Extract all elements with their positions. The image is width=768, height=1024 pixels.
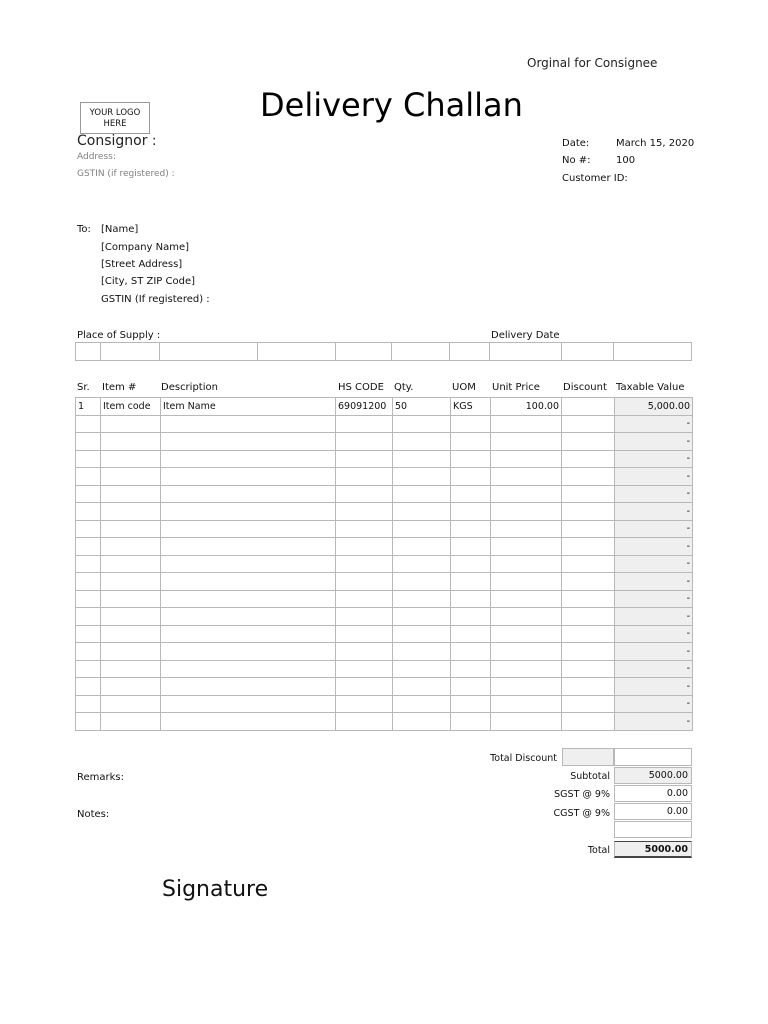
cell-discount[interactable]: [562, 590, 615, 608]
total-discount-value: [562, 748, 614, 766]
cell-item-code[interactable]: [101, 538, 161, 556]
cell-sr[interactable]: [76, 678, 101, 696]
cell-qty[interactable]: [393, 433, 451, 451]
cell-description[interactable]: [161, 485, 336, 503]
cell-hs-code[interactable]: [336, 555, 393, 573]
cell-taxable-value[interactable]: -: [615, 485, 693, 503]
cell-item-code[interactable]: [101, 625, 161, 643]
cell-qty[interactable]: [393, 625, 451, 643]
cell-sr[interactable]: 1: [76, 398, 101, 416]
table-row: [76, 433, 693, 451]
cell-unit-price[interactable]: [491, 538, 562, 556]
table-row: [76, 485, 693, 503]
subtotal-value: 5000.00: [614, 767, 692, 784]
col-header-hs-code: HS CODE: [338, 382, 384, 393]
table-row: [76, 520, 693, 538]
cell-taxable-value[interactable]: -: [615, 573, 693, 591]
cell-uom[interactable]: [451, 625, 491, 643]
cell-sr[interactable]: [76, 713, 101, 731]
copy-label: Orginal for Consignee: [527, 56, 658, 70]
cell-sr[interactable]: [76, 468, 101, 486]
cell-uom[interactable]: [451, 678, 491, 696]
cell-hs-code[interactable]: [336, 485, 393, 503]
supply-table: [75, 342, 692, 361]
to-gstin: GSTIN (If registered) :: [101, 294, 210, 305]
cell-unit-price[interactable]: [491, 468, 562, 486]
cell-uom[interactable]: [451, 608, 491, 626]
cell-unit-price[interactable]: [491, 713, 562, 731]
to-company: [Company Name]: [101, 242, 190, 253]
cell-item-code[interactable]: [101, 468, 161, 486]
cell-description[interactable]: [161, 468, 336, 486]
consignor-heading: Consignor :: [77, 133, 157, 149]
total-value: 5000.00: [614, 841, 692, 858]
cell-description[interactable]: [161, 433, 336, 451]
cell-discount[interactable]: [562, 415, 615, 433]
cell-description[interactable]: [161, 713, 336, 731]
number-label: No #:: [562, 155, 591, 166]
cell-uom[interactable]: [451, 468, 491, 486]
cell-unit-price[interactable]: [491, 450, 562, 468]
cell-discount[interactable]: [562, 503, 615, 521]
col-header-qty: Qty.: [394, 382, 414, 393]
cell-unit-price[interactable]: [491, 573, 562, 591]
cell-uom[interactable]: [451, 433, 491, 451]
cell-sr[interactable]: [76, 485, 101, 503]
cell-discount[interactable]: [562, 713, 615, 731]
cell-item-code[interactable]: Item code: [101, 398, 161, 416]
cell-discount[interactable]: [562, 450, 615, 468]
col-header-taxable-value: Taxable Value: [616, 382, 685, 393]
logo-placeholder: YOUR LOGO HERE: [80, 102, 150, 134]
cell-taxable-value[interactable]: -: [615, 695, 693, 713]
cell-unit-price[interactable]: [491, 503, 562, 521]
cell-discount[interactable]: [562, 643, 615, 661]
table-row: [76, 538, 693, 556]
blank-summary-cell: [614, 821, 692, 838]
cell-taxable-value[interactable]: -: [615, 538, 693, 556]
cell-uom[interactable]: [451, 520, 491, 538]
cell-unit-price[interactable]: [491, 485, 562, 503]
table-row: [76, 555, 693, 573]
cell-hs-code[interactable]: [336, 433, 393, 451]
date-label: Date:: [562, 138, 590, 149]
table-row: [76, 713, 693, 731]
cell-unit-price[interactable]: 100.00: [491, 398, 562, 416]
cell-hs-code[interactable]: [336, 415, 393, 433]
cgst-label: CGST @ 9%: [553, 808, 610, 819]
cell-item-code[interactable]: [101, 713, 161, 731]
cell-taxable-value[interactable]: -: [615, 520, 693, 538]
cell-hs-code[interactable]: [336, 643, 393, 661]
cell-item-code[interactable]: [101, 503, 161, 521]
cell-discount[interactable]: [562, 555, 615, 573]
cell-taxable-value[interactable]: -: [615, 608, 693, 626]
cell-hs-code[interactable]: [336, 660, 393, 678]
cell-qty[interactable]: [393, 415, 451, 433]
cell-item-code[interactable]: [101, 573, 161, 591]
cell-item-code[interactable]: [101, 643, 161, 661]
cell-discount[interactable]: [562, 398, 615, 416]
cell-hs-code[interactable]: [336, 695, 393, 713]
total-discount-label: Total Discount: [490, 753, 557, 764]
cell-qty[interactable]: [393, 713, 451, 731]
cell-discount[interactable]: [562, 608, 615, 626]
cell-sr[interactable]: [76, 643, 101, 661]
cell-item-code[interactable]: [101, 678, 161, 696]
cell-description[interactable]: [161, 643, 336, 661]
cell-discount[interactable]: [562, 468, 615, 486]
supply-cell[interactable]: [257, 343, 335, 361]
cell-hs-code[interactable]: 69091200: [336, 398, 393, 416]
number-value: 100: [616, 155, 636, 166]
col-header-item: Item #: [102, 382, 137, 393]
consignor-address-label: Address:: [77, 152, 116, 162]
cell-taxable-value[interactable]: -: [615, 503, 693, 521]
cell-hs-code[interactable]: [336, 590, 393, 608]
cell-description[interactable]: Item Name: [161, 398, 336, 416]
cell-item-code[interactable]: [101, 520, 161, 538]
cell-discount[interactable]: [562, 485, 615, 503]
cell-sr[interactable]: [76, 555, 101, 573]
delivery-date-label: Delivery Date: [491, 330, 560, 341]
signature-label: Signature: [162, 877, 269, 902]
table-row: [76, 503, 693, 521]
cell-description[interactable]: [161, 573, 336, 591]
cell-sr[interactable]: [76, 660, 101, 678]
remarks-label: Remarks:: [77, 772, 125, 783]
cell-qty[interactable]: [393, 573, 451, 591]
supply-cell[interactable]: [562, 343, 614, 361]
cell-item-code[interactable]: [101, 415, 161, 433]
cell-unit-price[interactable]: [491, 643, 562, 661]
cell-qty[interactable]: [393, 555, 451, 573]
document-title: Delivery Challan: [260, 86, 523, 124]
cell-sr[interactable]: [76, 415, 101, 433]
cell-taxable-value[interactable]: -: [615, 625, 693, 643]
cell-uom[interactable]: [451, 450, 491, 468]
cell-description[interactable]: [161, 555, 336, 573]
cell-item-code[interactable]: [101, 590, 161, 608]
cell-description[interactable]: [161, 608, 336, 626]
table-row: [76, 695, 693, 713]
cell-hs-code[interactable]: [336, 713, 393, 731]
cell-uom[interactable]: [451, 415, 491, 433]
cell-sr[interactable]: [76, 520, 101, 538]
col-header-uom: UOM: [452, 382, 476, 393]
total-discount-taxable-cell: [614, 748, 692, 766]
cell-qty[interactable]: [393, 695, 451, 713]
cell-taxable-value[interactable]: -: [615, 433, 693, 451]
cell-item-code[interactable]: [101, 660, 161, 678]
cell-unit-price[interactable]: [491, 590, 562, 608]
customer-id-label: Customer ID:: [562, 173, 628, 184]
cell-uom[interactable]: [451, 695, 491, 713]
cell-uom[interactable]: [451, 555, 491, 573]
cell-discount[interactable]: [562, 678, 615, 696]
cell-sr[interactable]: [76, 625, 101, 643]
col-header-unit-price: Unit Price: [492, 382, 540, 393]
cell-qty[interactable]: [393, 520, 451, 538]
place-of-supply-label: Place of Supply :: [77, 330, 161, 341]
date-value: March 15, 2020: [616, 138, 695, 149]
cell-discount[interactable]: [562, 538, 615, 556]
supply-cell[interactable]: [159, 343, 257, 361]
cell-unit-price[interactable]: [491, 520, 562, 538]
cell-discount[interactable]: [562, 695, 615, 713]
cell-unit-price[interactable]: [491, 678, 562, 696]
cell-item-code[interactable]: [101, 695, 161, 713]
cell-unit-price[interactable]: [491, 625, 562, 643]
sgst-value[interactable]: 0.00: [614, 785, 692, 802]
cell-item-code[interactable]: [101, 450, 161, 468]
cell-hs-code[interactable]: [336, 678, 393, 696]
cell-taxable-value[interactable]: -: [615, 555, 693, 573]
cell-hs-code[interactable]: [336, 520, 393, 538]
cell-unit-price[interactable]: [491, 415, 562, 433]
table-row: [76, 625, 693, 643]
supply-cell[interactable]: [100, 343, 159, 361]
cell-sr[interactable]: [76, 503, 101, 521]
col-header-sr: Sr.: [77, 382, 90, 393]
cell-sr[interactable]: [76, 450, 101, 468]
cell-item-code[interactable]: [101, 433, 161, 451]
cell-sr[interactable]: [76, 538, 101, 556]
cell-unit-price[interactable]: [491, 695, 562, 713]
cell-discount[interactable]: [562, 625, 615, 643]
cell-qty[interactable]: [393, 538, 451, 556]
table-row: [76, 590, 693, 608]
table-row: [76, 415, 693, 433]
cell-hs-code[interactable]: [336, 608, 393, 626]
cell-taxable-value[interactable]: 5,000.00: [615, 398, 693, 416]
cell-uom[interactable]: [451, 590, 491, 608]
cell-sr[interactable]: [76, 573, 101, 591]
cell-hs-code[interactable]: [336, 538, 393, 556]
table-row: [76, 608, 693, 626]
table-row: [76, 468, 693, 486]
cell-description[interactable]: [161, 590, 336, 608]
cell-qty[interactable]: [393, 485, 451, 503]
supply-cell[interactable]: [76, 343, 101, 361]
col-header-discount: Discount: [563, 382, 607, 393]
supply-cell[interactable]: [614, 343, 692, 361]
cell-unit-price[interactable]: [491, 608, 562, 626]
cell-unit-price[interactable]: [491, 433, 562, 451]
cell-uom[interactable]: [451, 485, 491, 503]
cell-description[interactable]: [161, 415, 336, 433]
cell-uom[interactable]: [451, 573, 491, 591]
cell-discount[interactable]: [562, 573, 615, 591]
supply-cell[interactable]: [450, 343, 490, 361]
cell-qty[interactable]: [393, 590, 451, 608]
cell-taxable-value[interactable]: -: [615, 660, 693, 678]
cell-description[interactable]: [161, 660, 336, 678]
cell-unit-price[interactable]: [491, 555, 562, 573]
cell-uom[interactable]: [451, 643, 491, 661]
cell-uom[interactable]: [451, 538, 491, 556]
to-label: To:: [77, 224, 91, 235]
cell-hs-code[interactable]: [336, 468, 393, 486]
cell-taxable-value[interactable]: -: [615, 450, 693, 468]
cgst-value[interactable]: 0.00: [614, 803, 692, 820]
cell-uom[interactable]: [451, 503, 491, 521]
cell-qty[interactable]: [393, 678, 451, 696]
cell-taxable-value[interactable]: -: [615, 468, 693, 486]
cell-qty[interactable]: [393, 450, 451, 468]
cell-qty[interactable]: 50: [393, 398, 451, 416]
items-table: [75, 397, 693, 731]
cell-hs-code[interactable]: [336, 573, 393, 591]
cell-description[interactable]: [161, 520, 336, 538]
cell-discount[interactable]: [562, 520, 615, 538]
cell-sr[interactable]: [76, 608, 101, 626]
supply-cell[interactable]: [392, 343, 450, 361]
table-row: [76, 398, 693, 416]
cell-qty[interactable]: [393, 503, 451, 521]
cell-hs-code[interactable]: [336, 625, 393, 643]
cell-taxable-value[interactable]: -: [615, 713, 693, 731]
cell-qty[interactable]: [393, 643, 451, 661]
cell-discount[interactable]: [562, 433, 615, 451]
cell-unit-price[interactable]: [491, 660, 562, 678]
cell-uom[interactable]: KGS: [451, 398, 491, 416]
cell-hs-code[interactable]: [336, 503, 393, 521]
col-header-description: Description: [161, 382, 218, 393]
cell-qty[interactable]: [393, 660, 451, 678]
table-row: [76, 450, 693, 468]
cell-taxable-value[interactable]: -: [615, 415, 693, 433]
cell-taxable-value[interactable]: -: [615, 643, 693, 661]
notes-label: Notes:: [77, 809, 110, 820]
delivery-date-cell[interactable]: [490, 343, 562, 361]
cell-taxable-value[interactable]: -: [615, 590, 693, 608]
supply-cell[interactable]: [335, 343, 392, 361]
consignor-gstin-label: GSTIN (if registered) :: [77, 169, 175, 179]
table-row: [76, 660, 693, 678]
cell-discount[interactable]: [562, 660, 615, 678]
cell-description[interactable]: [161, 678, 336, 696]
table-row: [76, 643, 693, 661]
cell-item-code[interactable]: [101, 555, 161, 573]
cell-sr[interactable]: [76, 433, 101, 451]
to-name: [Name]: [101, 224, 139, 235]
sgst-label: SGST @ 9%: [554, 789, 610, 800]
cell-sr[interactable]: [76, 695, 101, 713]
total-label: Total: [587, 845, 610, 856]
cell-uom[interactable]: [451, 660, 491, 678]
cell-qty[interactable]: [393, 608, 451, 626]
table-row: [76, 573, 693, 591]
to-street: [Street Address]: [101, 259, 183, 270]
table-row: [76, 678, 693, 696]
cell-description[interactable]: [161, 625, 336, 643]
to-city: [City, ST ZIP Code]: [101, 276, 196, 287]
cell-hs-code[interactable]: [336, 450, 393, 468]
cell-description[interactable]: [161, 695, 336, 713]
cell-item-code[interactable]: [101, 608, 161, 626]
cell-item-code[interactable]: [101, 485, 161, 503]
cell-sr[interactable]: [76, 590, 101, 608]
cell-qty[interactable]: [393, 468, 451, 486]
cell-description[interactable]: [161, 503, 336, 521]
cell-uom[interactable]: [451, 713, 491, 731]
cell-taxable-value[interactable]: -: [615, 678, 693, 696]
cell-description[interactable]: [161, 538, 336, 556]
cell-description[interactable]: [161, 450, 336, 468]
subtotal-label: Subtotal: [570, 771, 610, 782]
